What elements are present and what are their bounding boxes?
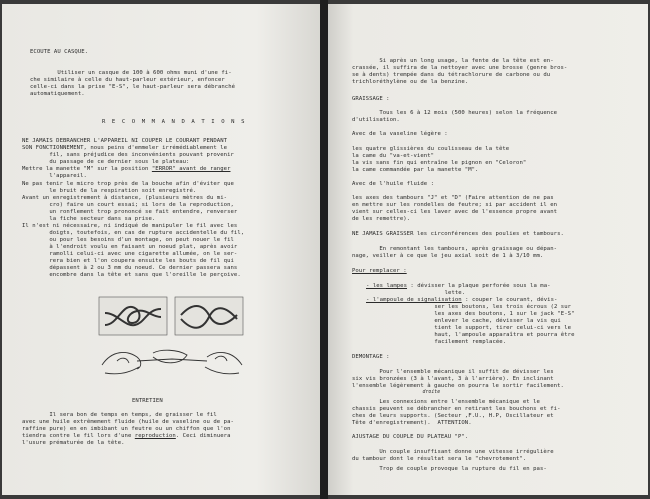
demontage-correction: droite — [352, 390, 441, 395]
huile-line: en mettre sur les rondelles de feutre; si par accident il en — [352, 202, 558, 208]
knot-step-1 — [99, 297, 167, 335]
vaseline-line: la vis sans fin qui entraîne le pignon en "Celoron" — [352, 160, 527, 166]
lampes-text: : dévisser la plaque perforée sous la ma- — [407, 283, 551, 289]
manette-line — [22, 166, 230, 173]
intro-line: celle-ci dans la prise "E-S", le haut-parleur sera débranché — [30, 84, 236, 90]
right-page — [328, 4, 648, 495]
knot-step-2 — [175, 297, 243, 335]
ajustage-label: AJUSTAGE DU COUPLE DU PLATEAU "P". — [352, 434, 469, 440]
intro-line: che similaire à celle du haut-parleur extérieur, enfoncer — [30, 77, 225, 83]
rule-line: Il n'est ni nécessaire, ni indiqué de manipuler le fil avec les — [22, 223, 238, 229]
graissage-label: GRAISSAGE : — [352, 96, 390, 102]
ampoule-line: facilement remplacée. — [366, 339, 507, 345]
graissage-line: d'utilisation. — [352, 117, 400, 123]
ajustage-line: Un couple insuffisant donne une vitesse irrégulière — [352, 449, 554, 455]
entretien-line: raffine pure) en en imbibant un feutre ou un chiffon que l'on — [22, 426, 231, 432]
ampoule-line: haut, l'ampoule apparaîtra et pourra être — [366, 332, 575, 338]
rule-line: dépassent à 2 ou 3 mm du noeud. Ce dernier passera sans — [22, 265, 238, 271]
rule-line: le bruit de la respiration soit enregistré. — [22, 188, 197, 194]
entretien-text: tiendra contre le fil lors d'une — [22, 433, 135, 439]
ne-jamais-graisser: NE JAMAIS GRAISSER les circonférences des poulies et tambours. — [352, 231, 564, 237]
warning-line: NE JAMAIS DEBRANCHER L'APPAREIL NI COUPER LE COURANT PENDANT — [22, 138, 228, 144]
ajustage-line: Trop de couple provoque la rupture du fil en pas- — [352, 466, 547, 472]
hands-drawing — [102, 350, 242, 374]
rule-line: ou pour les besoins d'un montage, on peut nouer le fil — [22, 237, 234, 243]
ampoule-line — [366, 297, 557, 304]
rule-line: Ne pas tenir le micro trop près de la bouche afin d'éviter que — [22, 181, 234, 187]
rule-line: rera bien et l'on coupera ensuite les bouts de fil qui — [22, 258, 234, 264]
warning-line: SON FONCTIONNEMENT, nous peins d'emmeler irrémédiablement le — [22, 145, 228, 151]
remontant-line: nage, veiller à ce que le jeu axial soit de 1 à 3/10 mm. — [352, 253, 544, 259]
ampoule-line: tient le support, tirer celui-ci vers le — [366, 325, 572, 331]
rule-line: ramolli celui-ci avec une cigarette allumée, on le ser- — [22, 251, 238, 257]
recommendations-title: R E C O M M A N D A T I O N S — [102, 119, 247, 125]
lampes-line-2: lette. — [366, 290, 466, 296]
knot-illustration — [97, 295, 247, 390]
warning-line: du passage de ce dernier sous le plateau: — [22, 159, 190, 165]
right-intro-line: crassée, il suffira de la nettoyer avec une brosse (genre bros- — [352, 65, 568, 71]
ampoule-line: les axes des boutons, 1 sur le jack "E-S" — [366, 311, 575, 317]
ampoule-text: : couper le courant, dévis- — [461, 297, 558, 303]
entretien-line-underlined — [22, 433, 231, 440]
rule-line: la fiche secteur dans sa prise. — [22, 216, 156, 222]
book-gutter — [320, 0, 328, 499]
right-intro-line: Si après un long usage, la fente de la tête est en- — [352, 58, 554, 64]
left-page — [2, 4, 320, 495]
rule-line: un ronflement trop prononcé se fait entendre, renverser — [22, 209, 238, 215]
ajustage-line: du tambour dont le résultat sera le "chevrotement". — [352, 456, 527, 462]
connexions-line: chassis peuvent se débrancher en retirant les bouchons et fi- — [352, 406, 561, 412]
entretien-last: l'usure prématurée de la tête. — [22, 440, 125, 446]
remontant-line: En remontant les tambours, après graissage ou dépan- — [352, 246, 558, 252]
entretien-title: ENTRETIEN — [132, 398, 163, 404]
lampes-line — [366, 283, 551, 290]
rule-line: encombre dans la tête et sans que l'oreille le perçoive. — [22, 272, 241, 278]
entretien-line: avec une huile extrêmement fluide (huile de vaseline ou de pa- — [22, 419, 234, 425]
ampoule-line: ser les boutons, les trois écrous (2 sur — [366, 304, 572, 310]
remplacer-label: Pour remplacer : — [352, 268, 407, 274]
manette-underlined: "ERROR" avant de ranger — [151, 166, 231, 172]
manette-prefix: Mettre la manette "M" sur la position — [22, 166, 152, 172]
demontage-line: l'ensemble légèrement à gauche on pourra le sortir facilement. — [352, 383, 564, 389]
rule-line: Avant un enregistrement à distance, (plusieurs mètres du mi- — [22, 195, 228, 201]
demontage-label: DEMONTAGE : — [352, 354, 390, 360]
vaseline-label: Avec de la vaseline légère : — [352, 131, 448, 137]
heading-ecoute: ECOUTE AU CASQUE. — [30, 49, 89, 55]
lampes-label: - les lampes — [366, 283, 408, 289]
warning-line: fil, sans préjudice des inconvénients pouvant provenir — [22, 152, 234, 158]
entretien-underlined: reproduction — [134, 433, 176, 439]
huile-line: de les remettre). — [352, 216, 411, 222]
demontage-line: six vis bronzées (3 à l'avant, 3 à l'arrière). En inclinant — [352, 376, 554, 382]
demontage-line: Pour l'ensemble mécanique il suffit de dévisser les — [352, 369, 554, 375]
vaseline-line: la came commandée par la manette "M". — [352, 167, 479, 173]
right-intro-line: se à dents) trempée dans du tétrachlorure de carbone ou du — [352, 72, 551, 78]
huile-label: Avec de l'huile fluide : — [352, 181, 435, 187]
ampoule-line: enlever le cache, dévisser la vis qui — [366, 318, 561, 324]
intro-line: Utiliser un casque de 100 à 600 ohms muni d'une fi- — [30, 70, 232, 76]
graissage-line: Tous les 6 à 12 mois (500 heures) selon la fréquence — [352, 110, 558, 116]
intro-line: automatiquement. — [30, 91, 85, 97]
huile-line: vient sur celles-ci les laver avec de l'essence propre avant — [352, 209, 558, 215]
entretien-line: Il sera bon de temps en temps, de graisser le fil — [22, 412, 217, 418]
entretien-end: . Ceci diminuera — [175, 433, 231, 439]
right-intro-line: trichloréthylène ou de la benzine. — [352, 79, 469, 85]
vaseline-line: la came du "va-et-vient" — [352, 153, 435, 159]
ampoule-label: - l'ampoule de signalisation — [366, 297, 462, 303]
rule-line: cro) faire un court essai; si lors de la reproduction, — [22, 202, 234, 208]
rule-line: à l'endroit voulu en faisant un noeud plat, après avoir — [22, 244, 238, 250]
rule-line: doigts, toutefois, en cas de rupture accidentelle du fil, — [22, 230, 245, 236]
vaseline-line: les quatre glissières du coulisseau de la tête — [352, 146, 510, 152]
connexions-line: Tête d'enregistrement). ATTENTION. — [352, 420, 472, 426]
connexions-line: ches de leurs supports. (Secteur ,F.U., H.P, Oscillateur et — [352, 413, 554, 419]
manette-suffix: l'appareil. — [22, 173, 87, 179]
connexions-line: Les connexions entre l'ensemble mécanique et le — [352, 399, 540, 405]
huile-line: les axes des tambours "J" et "D" (Faire attention de ne pas — [352, 195, 554, 201]
